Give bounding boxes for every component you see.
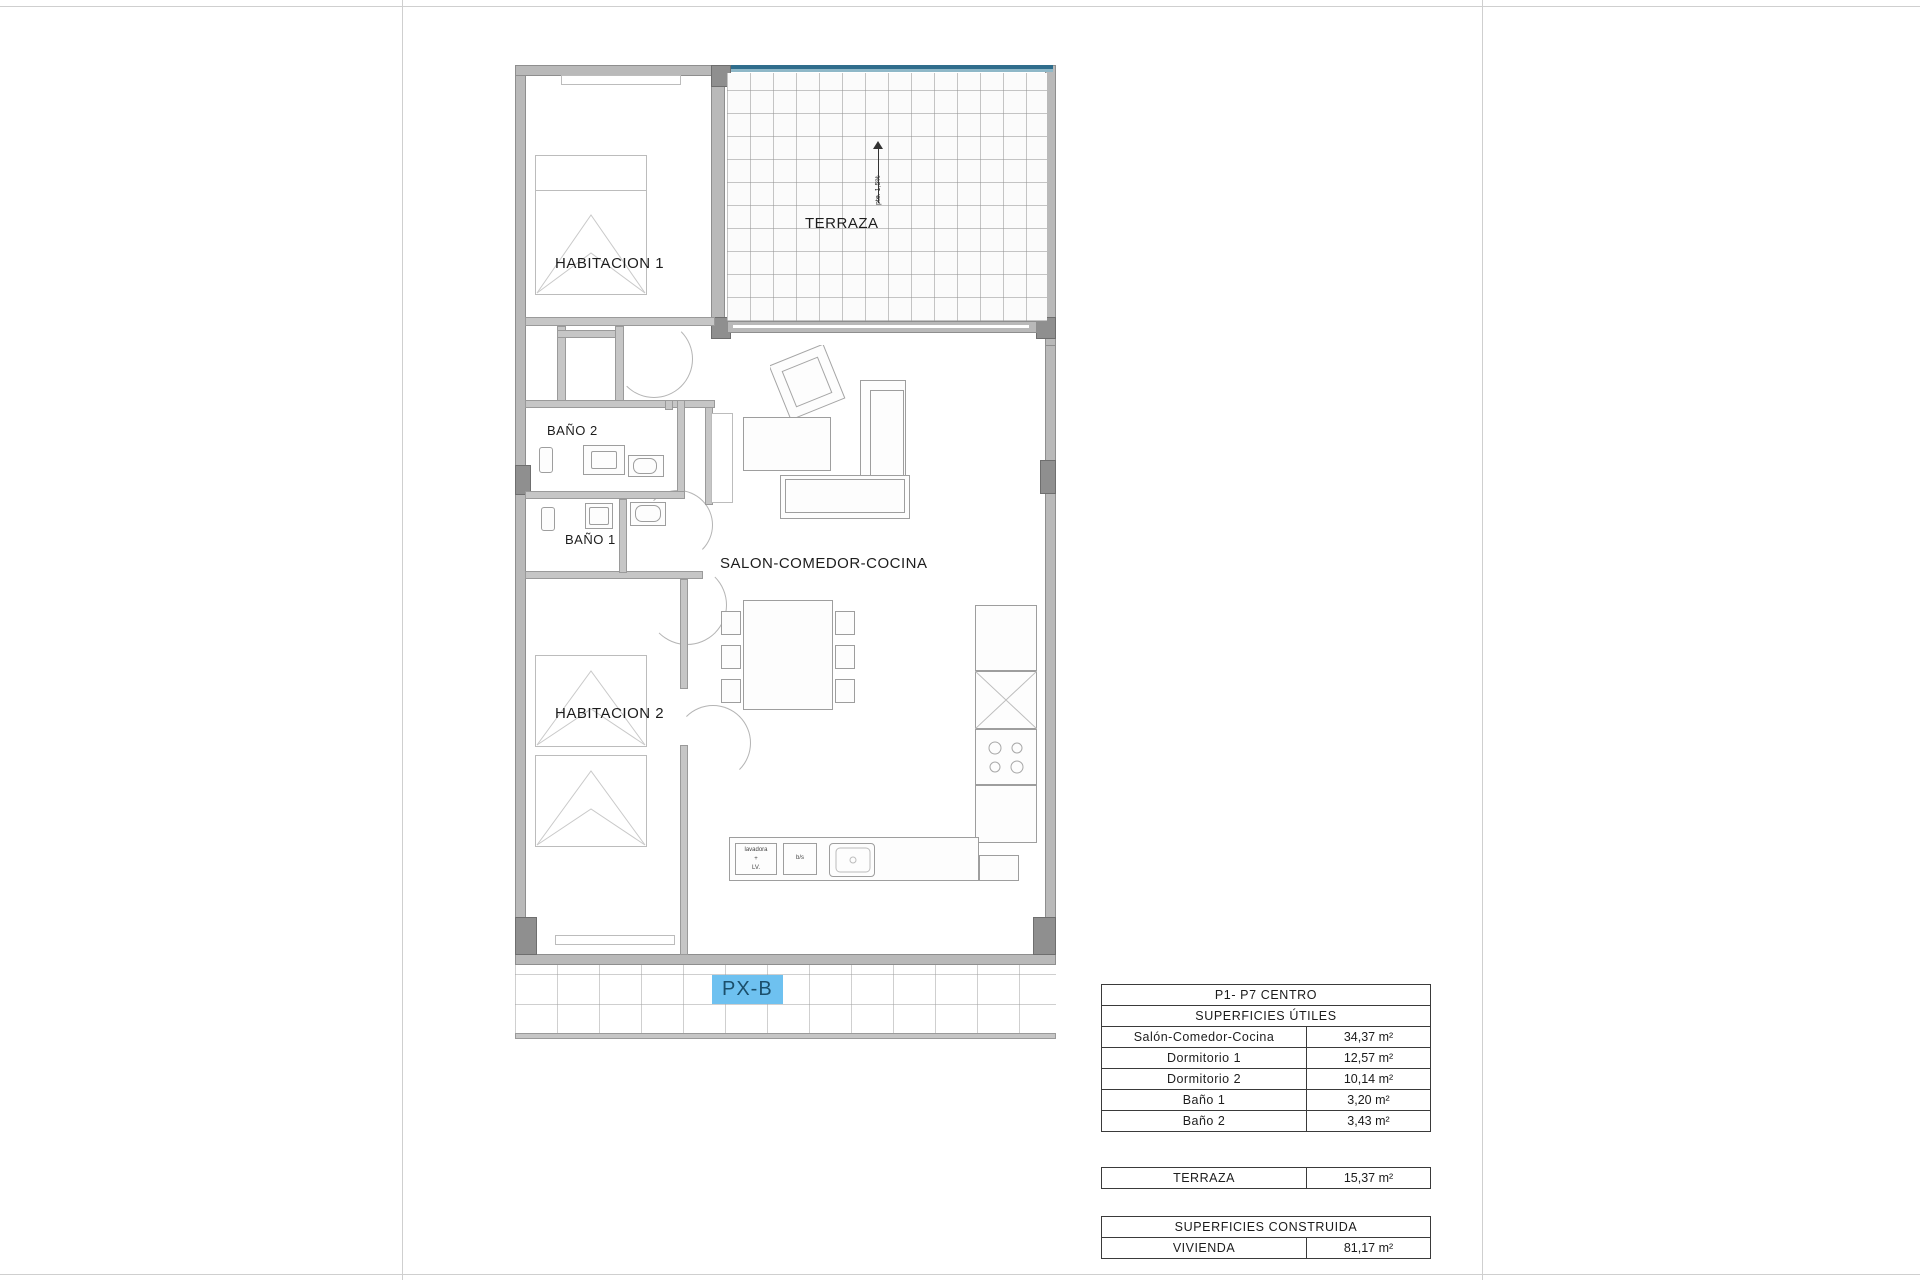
slope-note: pte. 1,5%	[875, 175, 882, 205]
shower-tray-bano2	[591, 451, 617, 469]
room-label-bano2: BAÑO 2	[547, 423, 598, 438]
wall-exterior-left	[515, 65, 526, 965]
table-header-row	[1102, 1217, 1430, 1238]
row-name: Baño 2	[1102, 1111, 1307, 1131]
wall-habitacion2-right-lower	[680, 745, 688, 955]
toilet-bano2	[539, 447, 553, 473]
row-name: Dormitorio 1	[1102, 1048, 1307, 1068]
bed-quilt-lines-habitacion2-bottom	[535, 755, 647, 847]
dining-chair-l3	[721, 679, 741, 703]
terrace-table	[1101, 1167, 1431, 1189]
wall-interior-vert-a	[711, 65, 725, 335]
table-row	[1102, 1238, 1430, 1258]
appliance-note-lavadora: lavadora	[744, 847, 768, 853]
room-label-bano1: BAÑO 1	[565, 532, 616, 547]
kitchen-corner-unit	[979, 855, 1019, 881]
wall-exterior-bottom	[515, 954, 1056, 965]
wall-corridor-top	[557, 330, 623, 338]
room-label-salon: SALON-COMEDOR-COCINA	[720, 555, 928, 572]
room-label-terraza: TERRAZA	[805, 215, 879, 232]
dining-table	[743, 600, 833, 710]
row-area: 34,37 m²	[1343, 1030, 1394, 1044]
terrace-glazing-top-inner	[723, 69, 1053, 72]
terrace-parapet-line	[733, 325, 1029, 328]
kitchen-cabinet-cross	[975, 671, 1037, 729]
kitchen-cabinet-lower	[975, 785, 1037, 843]
row-name: TERRAZA	[1102, 1168, 1307, 1188]
fridge	[975, 605, 1037, 671]
table-header-title: P1- P7 CENTRO	[1214, 988, 1318, 1002]
row-name: Dormitorio 2	[1102, 1069, 1307, 1089]
row-area: 10,14 m²	[1343, 1072, 1394, 1086]
wall-bano1-left	[619, 499, 627, 573]
built-title: SUPERFICIES CONSTRUIDA	[1174, 1220, 1358, 1234]
hall-closet	[711, 413, 733, 503]
bed-quilt-lines-habitacion1	[535, 155, 647, 295]
sink-basin-icon	[835, 847, 871, 873]
wall-habitacion1-bottom	[525, 317, 715, 326]
row-name: VIVIENDA	[1102, 1238, 1307, 1258]
row-name: Baño 1	[1102, 1090, 1307, 1110]
dining-chair-r3	[835, 679, 855, 703]
built-surfaces-table	[1101, 1216, 1431, 1259]
pillar-bottom-right	[1033, 917, 1056, 955]
row-area: 3,43 m²	[1347, 1114, 1390, 1128]
appliance-note-lv: LV.	[751, 865, 760, 871]
toilet-bano1	[541, 507, 555, 531]
page-guide-bottom	[0, 1274, 1920, 1275]
paving-edge	[515, 1033, 1056, 1039]
table-row	[1102, 1027, 1430, 1048]
wall-stub-a	[665, 400, 673, 410]
dining-chair-l1	[721, 611, 741, 635]
table-row	[1102, 1069, 1430, 1090]
table-row	[1102, 1090, 1430, 1111]
floor-plan	[515, 55, 1075, 1065]
closet-habitacion2	[555, 935, 675, 945]
table-subheader-row	[1102, 1006, 1430, 1027]
wall-habitacion2-right-upper	[680, 579, 688, 689]
dining-chair-r2	[835, 645, 855, 669]
row-area: 15,37 m²	[1343, 1171, 1394, 1185]
row-name: Salón-Comedor-Cocina	[1102, 1027, 1307, 1047]
wall-bano2-top	[525, 400, 715, 408]
table-row	[1102, 1048, 1430, 1069]
appliance-note-bs: b/s	[795, 855, 804, 861]
plan-stamp-px-b: PX-B	[712, 975, 783, 1004]
armchair-icon	[770, 345, 848, 423]
sofa-bottom-cushions	[785, 479, 905, 513]
table-row	[1102, 1111, 1430, 1131]
slope-arrow-head	[873, 141, 883, 149]
shower-tray-bano1	[589, 507, 609, 525]
page-guide-left	[402, 0, 403, 1280]
room-label-habitacion1: HABITACION 1	[555, 255, 665, 272]
pillar-bottom-left	[515, 917, 537, 955]
table-subheader-title: SUPERFICIES ÚTILES	[1195, 1009, 1337, 1023]
dining-chair-r1	[835, 611, 855, 635]
pillar-right-middle	[1040, 460, 1056, 494]
page-guide-top	[0, 6, 1920, 7]
dining-chair-l2	[721, 645, 741, 669]
wall-exterior-right	[1045, 345, 1056, 965]
appliance-note-plus: +	[754, 856, 758, 862]
door-arc-habitacion1	[615, 320, 693, 398]
room-label-habitacion2: HABITACION 2	[555, 705, 665, 722]
exterior-paving	[515, 965, 1056, 1035]
cooktop-burners-icon	[981, 735, 1031, 779]
page-guide-right	[1482, 0, 1483, 1280]
wall-bano1-bottom	[525, 571, 703, 579]
bed-quilt-lines-habitacion2-top	[535, 655, 647, 747]
row-area: 81,17 m²	[1343, 1241, 1394, 1255]
coffee-table	[743, 417, 831, 471]
surfaces-useful-table	[1101, 984, 1431, 1132]
sink-bano1	[635, 505, 661, 522]
table-header-row	[1102, 985, 1430, 1006]
closet-habitacion1	[561, 75, 681, 85]
sink-bano2	[633, 458, 657, 474]
wall-between-banos	[525, 491, 685, 499]
table-row	[1102, 1168, 1430, 1188]
row-area: 12,57 m²	[1343, 1051, 1394, 1065]
terrace-floor	[727, 73, 1047, 321]
wall-bano2-right	[677, 400, 685, 492]
row-area: 3,20 m²	[1347, 1093, 1390, 1107]
